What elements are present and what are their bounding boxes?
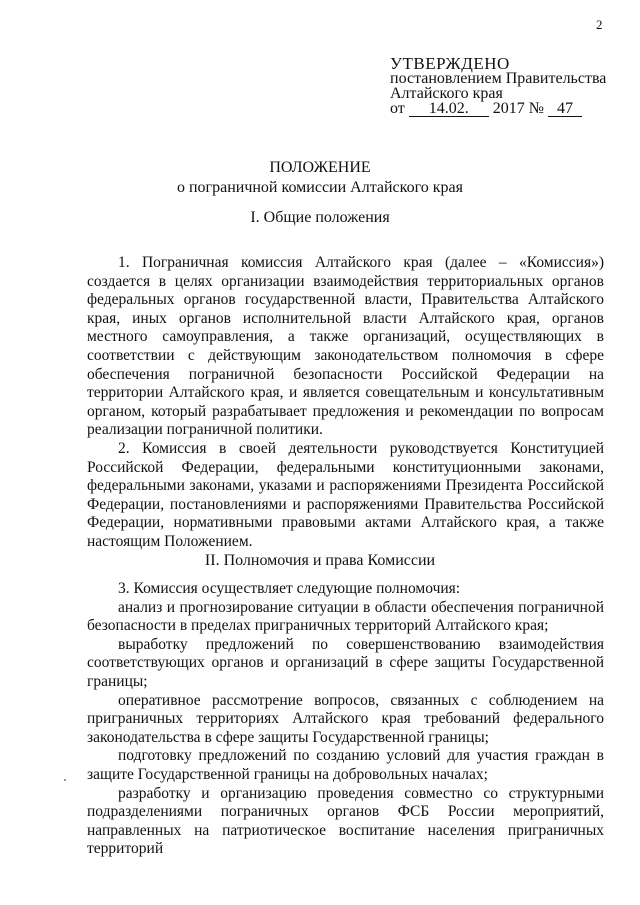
approval-number-label: № bbox=[528, 100, 545, 117]
approval-stamp bbox=[390, 56, 606, 117]
section-1-body bbox=[87, 254, 604, 552]
approval-year: 2017 bbox=[492, 100, 525, 117]
approval-date-line bbox=[390, 101, 606, 117]
paragraph: разработку и организацию проведения совместно со структурными подразделениями пограничных органов ФСБ России мероприятий, направленных на патриотическое воспитание населения приграничных территорий bbox=[87, 784, 604, 858]
section-heading-2: II. Полномочия и права Комиссии bbox=[204, 552, 436, 569]
scan-speck bbox=[64, 779, 66, 781]
section-heading-1: I. Общие положения bbox=[250, 209, 390, 226]
paragraph: оперативное рассмотрение вопросов, связанных с соблюдением на приграничных территориях Алтайского края требований федерального законодательства в сфере защиты Государственной границы; bbox=[87, 691, 604, 746]
document-title: ПОЛОЖЕНИЕ bbox=[269, 159, 371, 176]
approval-title: УТВЕРЖДЕНО bbox=[390, 54, 510, 73]
approval-date: 14.02. bbox=[409, 101, 489, 117]
paragraph: 1. Пограничная комиссия Алтайского края (далее – «Комиссия») создается в целях организации взаимодействия территориальных органов федеральных органов государственной власти, Правительства Алтайского края, иных органов исполнительной власти Алтайского края, органов местного самоуправления, а также организаций, осуществляющих в соответствии с действующим законодательством полномочия в сфере обеспечения пограничной безопасности Российской Федерации на территории Алтайского края, и является совещательным и консультативным органом, который разрабатывает предложения и рекомендации по вопросам реализации пограничной политики. bbox=[87, 254, 604, 439]
paragraph: 3. Комиссия осуществляет следующие полномочия: bbox=[118, 580, 461, 597]
section-2-body bbox=[87, 580, 604, 859]
paragraph: выработку предложений по совершенствованию взаимодействия соответствующих органов и организаций в сфере защиты Государственной границы; bbox=[87, 635, 604, 690]
approval-from-label: от bbox=[390, 100, 405, 117]
paragraph: 2. Комиссия в своей деятельности руководствуется Конституцией Российской Федерации, федеральными конституционными законами, федеральными законами, указами и распоряжениями Президента Российской Федерации, постановлениями и распоряжениями Правительства Российской Федерации, нормативными правовыми актами Алтайского края, а также настоящим Положением. bbox=[87, 439, 604, 550]
page-number: 2 bbox=[596, 17, 603, 32]
paragraph: подготовку предложений по созданию условий для участия граждан в защите Государственной границы на добровольных началах; bbox=[87, 747, 604, 783]
paragraph: анализ и прогнозирование ситуации в области обеспечения пограничной безопасности в пределах приграничных территорий Алтайского края; bbox=[87, 598, 604, 635]
document-heading bbox=[0, 158, 640, 198]
approval-line-2: Алтайского края bbox=[390, 85, 503, 102]
approval-line-1: постановлением Правительства bbox=[390, 70, 607, 87]
approval-number: 47 bbox=[548, 101, 582, 117]
document-subtitle: о пограничной комиссии Алтайского края bbox=[176, 179, 464, 196]
